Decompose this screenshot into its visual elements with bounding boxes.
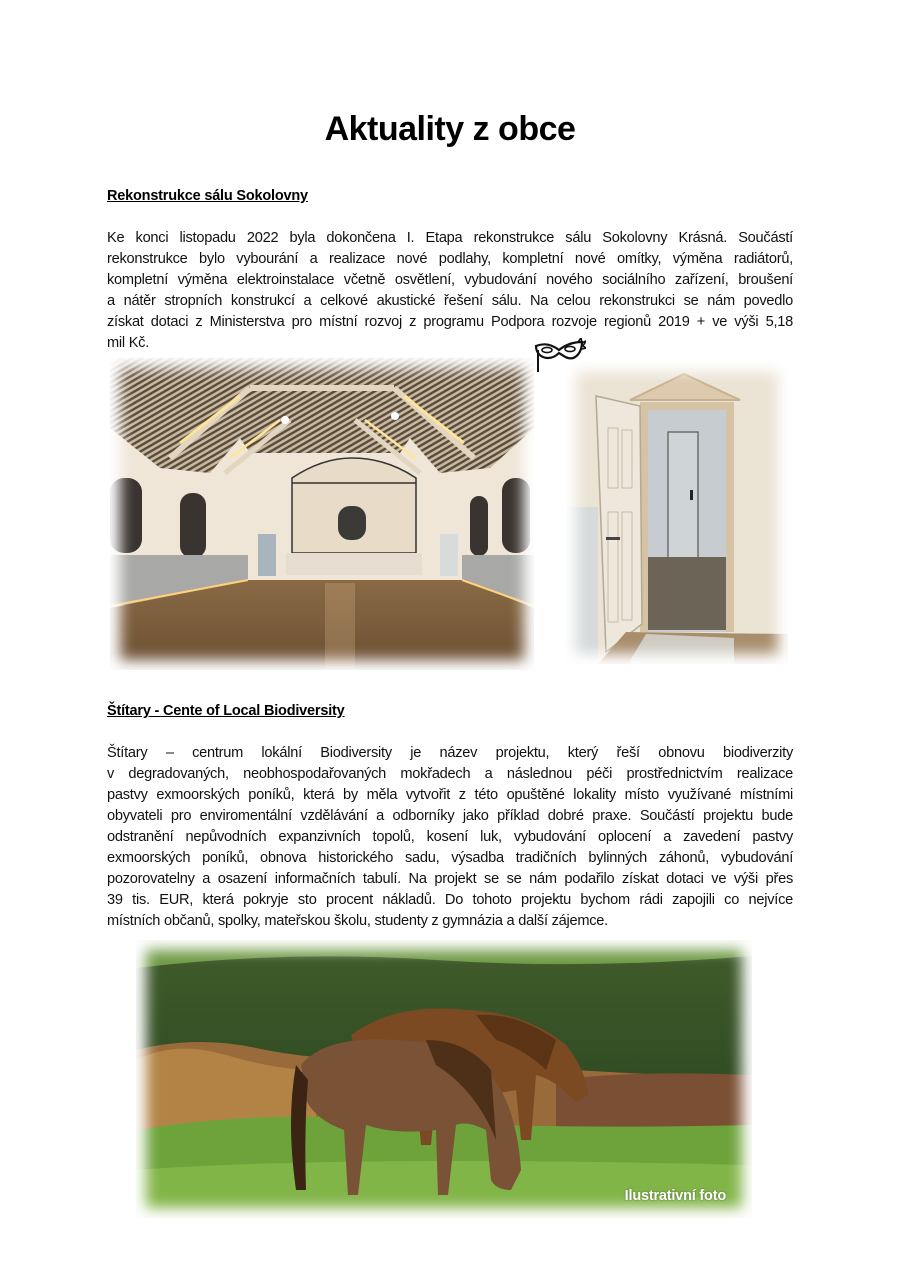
paragraph-stitary — [107, 743, 793, 932]
text-line: mil Kč. — [107, 335, 150, 351]
text-line: a nátěr stropních konstrukcí a celkové akustické řešení sálu. Na celou rekonstrukci se nám povedlo — [107, 293, 793, 309]
text-line: kompletní výměna elektroinstalace včetně osvětlení, vybudování nového sociálního zařízení, broušení — [107, 272, 793, 288]
paragraph-sokolovna — [107, 228, 793, 354]
door-photo — [566, 362, 788, 664]
section-heading-stitary: Štítary - Cente of Local Biodiversity — [107, 703, 345, 719]
text-line: odstranění nepůvodních expanzivních topolů, kosení luk, vybudování oplocení a zavedení pastvy — [107, 829, 793, 845]
hall-photo — [110, 358, 534, 670]
text-line: pastvy exmoorských poníků, která by měla vytvořit z této opuštěné lokality místo využívané místními — [107, 787, 793, 803]
text-line: pozorovatelny a osazení informačních tabulí. Na projekt se se nám podařilo získat dotaci ve výši přes — [107, 871, 793, 887]
text-line: 39 tis. EUR, která pokryje sto procent nákladů. Do tohoto projektu bychom rádi zapojili co nejvíce — [107, 892, 793, 908]
text-line: získat dotaci z Ministerstva pro místní rozvoj z programu Podpora rozvoje regionů 2019 + ve výši 5,18 — [107, 314, 793, 330]
page-title: Aktuality z obce — [324, 110, 576, 148]
text-line: rekonstrukce bylo vybourání a realizace nové podlahy, kompletní nové omítky, výměna radiátorů, — [107, 251, 793, 267]
section-heading-sokolovna: Rekonstrukce sálu Sokolovny — [107, 188, 308, 204]
text-line: místních občanů, spolky, mateřskou školu, studenty z gymnázia a další zájemce. — [107, 913, 608, 929]
photo-caption: Ilustrativní foto — [624, 1188, 726, 1204]
text-line: obyvateli pro enviromentální vzdělávání a odborníky jako příklad dobré praxe. Součástí projektu bude — [107, 808, 793, 824]
text-line: Ke konci listopadu 2022 byla dokončena I. Etapa rekonstrukce sálu Sokolovny Krásná. Součástí — [107, 230, 793, 246]
text-line: Štítary – centrum lokální Biodiversity je název projektu, který řeší obnovu biodiverzity — [107, 745, 793, 761]
ponies-photo — [136, 940, 752, 1218]
text-line: v degradovaných, neobhospodařovaných mokřadech a následnou péči prostřednictvím realizace — [107, 766, 793, 782]
text-line: exmoorských poníků, obnova historického sadu, výsadba tradičních bylinných záhonů, vybudování — [107, 850, 793, 866]
